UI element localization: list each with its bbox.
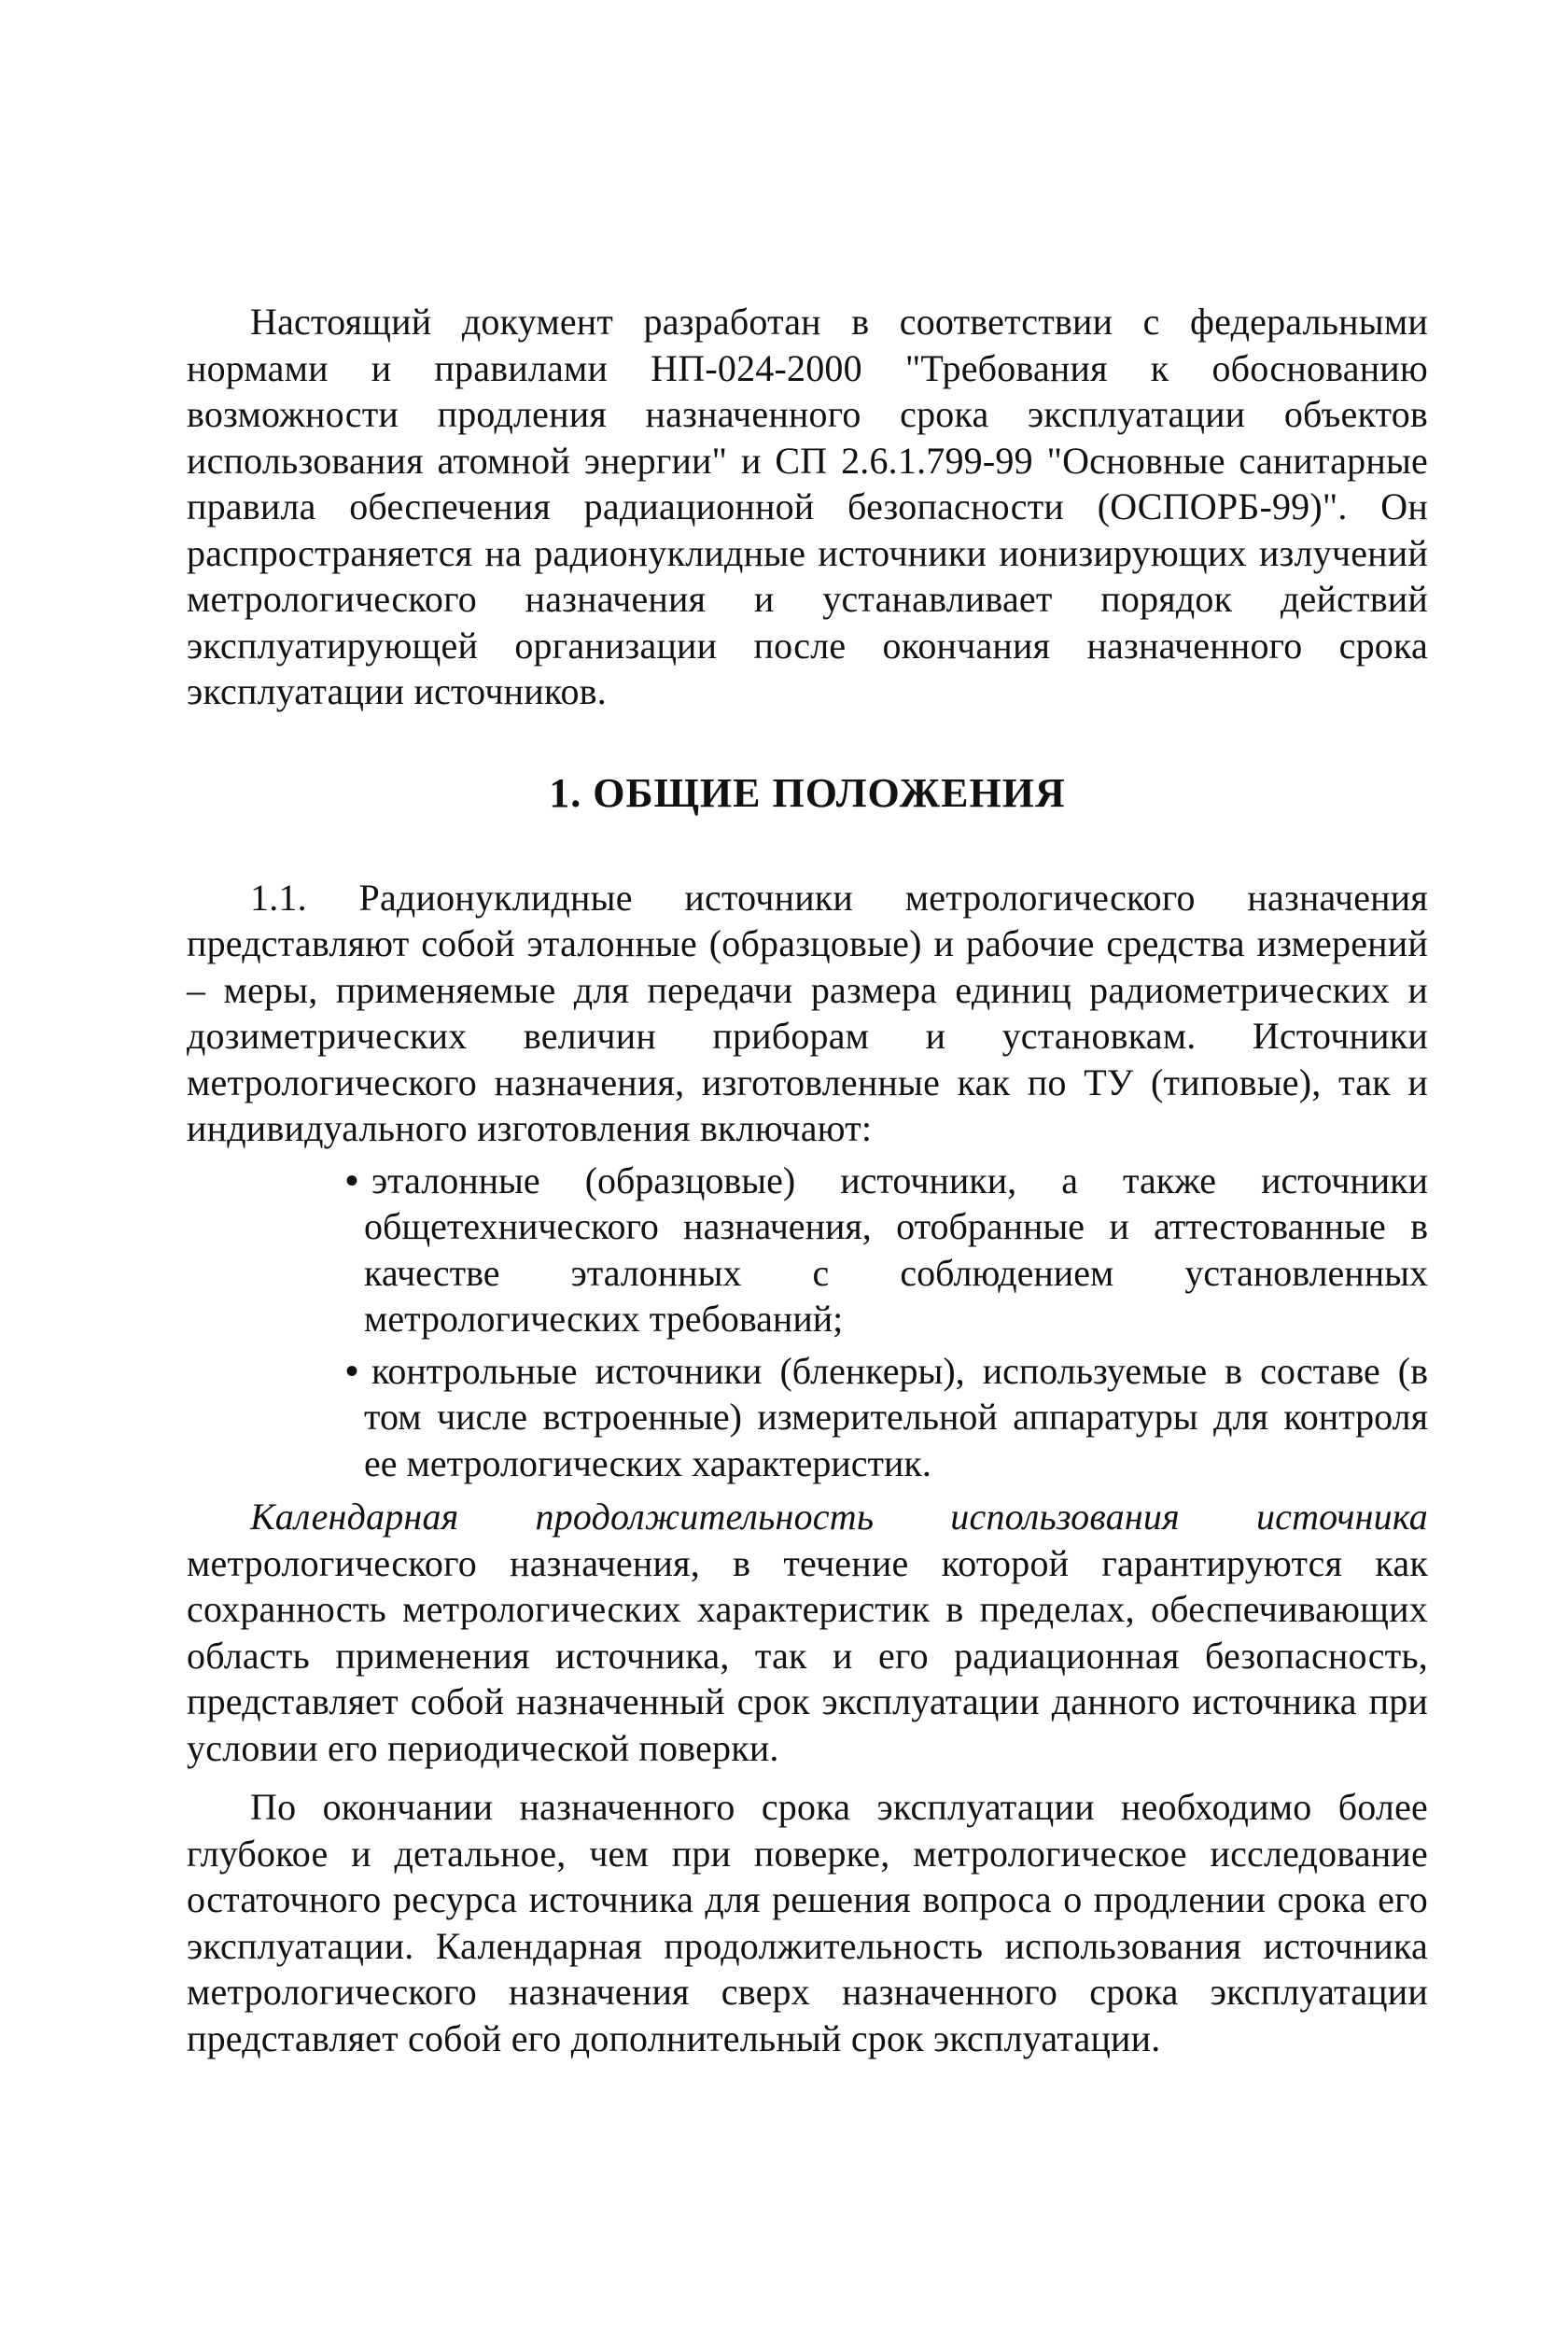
bullet-text: контрольные источники (бленкеры), используемые в составе (в том числе встроенные) измерительной аппаратуры для контроля ее метрологических характеристик.: [364, 1349, 1428, 1484]
paragraph-gap: [187, 1771, 1428, 1784]
bullet-marker: •: [345, 1159, 359, 1201]
extension-paragraph: По окончании назначенного срока эксплуатации необходимо более глубокое и детальное, чем при поверке, метрологическое исследование остаточного ресурса источника для решения вопроса о продлении срока его эксплуатации. Календарная продолжительность использования источника метрологического назначения сверх назначенного срока эксплуатации представляет собой его дополнительный срок эксплуатации.: [187, 1786, 1428, 2059]
bullet-marker: •: [345, 1349, 359, 1392]
section-heading: 1. ОБЩИЕ ПОЛОЖЕНИЯ: [549, 769, 1066, 816]
clause-1-1-paragraph: 1.1. Радионуклидные источники метрологического назначения представляют собой эталонные (образцовые) и рабочие средства измерений – меры, применяемые для передачи размера единиц радиометрических и дозиметрических величин приборам и установкам. Источники метрологического назначения, изготовленные как по ТУ (типовые), так и индивидуального изготовления включают:: [187, 876, 1428, 1149]
bullet-item: [345, 1348, 1428, 1487]
calendar-duration-lead: Календарная продолжительность использования источника: [250, 1496, 1428, 1538]
document-page: [187, 299, 1428, 2061]
bullet-list: [187, 1158, 1428, 1487]
intro-paragraph: Настоящий документ разработан в соответствии с федеральными нормами и правилами НП-024-2000 "Требования к обоснованию возможности продления назначенного срока эксплуатации объектов использования атомной энергии" и СП 2.6.1.799-99 "Основные санитарные правила обеспечения радиационной безопасности (ОСПОРБ-99)". Он распространяется на радионуклидные источники ионизирующих излучений метрологического назначения и устанавливает порядок действий эксплуатирующей организации после окончания назначенного срока эксплуатации источников.: [187, 301, 1428, 712]
bullet-text: эталонные (образцовые) источники, а также источники общетехнического назначения, отобранные и аттестованные в качестве эталонных с соблюдением установленных метрологических требований;: [364, 1159, 1428, 1340]
calendar-duration-text: метрологического назначения, в течение которой гарантируются как сохранность метрологических характеристик в пределах, обеспечивающих область применения источника, так и его радиационная безопасность, представляет собой назначенный срок эксплуатации данного источника при условии его периодической поверки.: [187, 1541, 1428, 1769]
bullet-item: [345, 1158, 1428, 1342]
calendar-duration-paragraph: [187, 1494, 1428, 1771]
